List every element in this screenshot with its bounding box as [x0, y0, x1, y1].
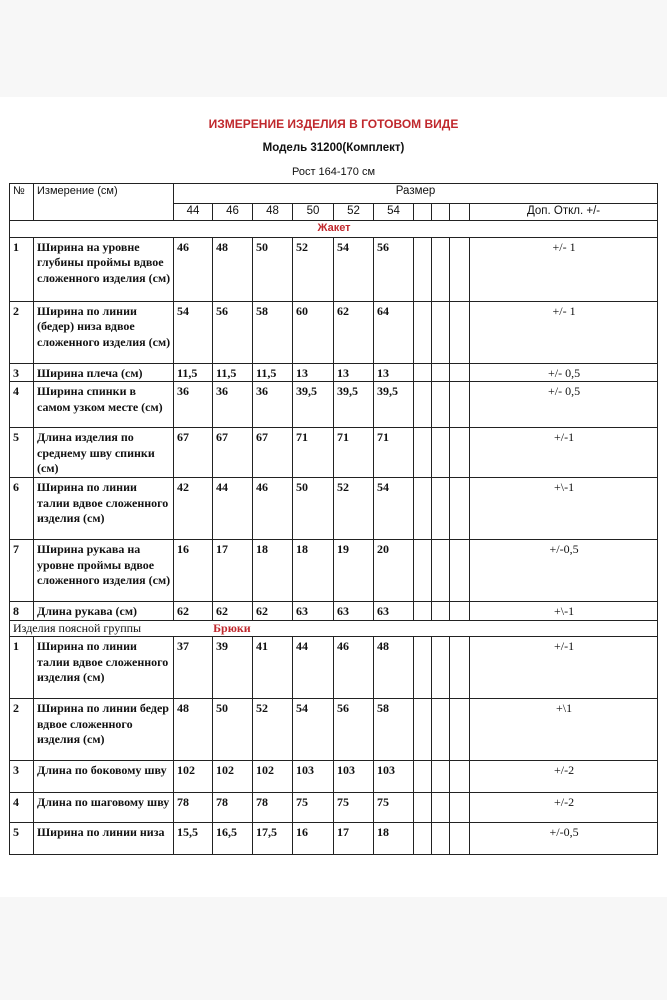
value-cell: 56 — [334, 699, 374, 761]
value-cell: 50 — [293, 477, 334, 539]
row-number: 3 — [10, 761, 34, 793]
empty-cell — [414, 793, 432, 823]
value-cell: 78 — [213, 793, 253, 823]
row-label: Ширина по линии бедер вдвое сложенного изделия (см) — [34, 699, 174, 761]
value-cell: 75 — [374, 793, 414, 823]
header-size: Размер — [174, 184, 658, 204]
table-row — [10, 699, 658, 761]
section-belt-group — [10, 620, 658, 637]
value-cell: 63 — [334, 601, 374, 620]
table-row — [10, 823, 658, 855]
value-cell: 58 — [374, 699, 414, 761]
empty-cell — [450, 301, 470, 363]
value-cell: 54 — [174, 301, 213, 363]
row-label: Длина изделия по среднему шву спинки (см) — [34, 428, 174, 478]
value-cell: 102 — [213, 761, 253, 793]
table-row — [10, 539, 658, 601]
value-cell: 46 — [334, 637, 374, 699]
value-cell: 62 — [334, 301, 374, 363]
row-label: Ширина по линии талии вдвое сложенного изделия (см) — [34, 477, 174, 539]
value-cell: 48 — [174, 699, 213, 761]
size-cell: 46 — [213, 204, 253, 221]
height-label: Рост 164-170 см — [291, 166, 376, 178]
empty-cell — [432, 382, 450, 428]
row-number: 3 — [10, 363, 34, 382]
value-cell: 103 — [334, 761, 374, 793]
table-row — [10, 301, 658, 363]
value-cell: 103 — [374, 761, 414, 793]
section-jacket: Жакет — [10, 221, 658, 238]
tolerance-cell: +/- 1 — [470, 301, 658, 363]
value-cell: 11,5 — [213, 363, 253, 382]
value-cell: 36 — [253, 382, 293, 428]
empty-cell — [432, 793, 450, 823]
tolerance-cell: +/-1 — [470, 637, 658, 699]
value-cell: 44 — [293, 637, 334, 699]
section-row-trousers — [10, 620, 658, 637]
value-cell: 16 — [293, 823, 334, 855]
value-cell: 62 — [213, 601, 253, 620]
value-cell: 41 — [253, 637, 293, 699]
value-cell: 11,5 — [174, 363, 213, 382]
value-cell: 36 — [174, 382, 213, 428]
value-cell: 11,5 — [253, 363, 293, 382]
empty-cell — [432, 301, 450, 363]
value-cell: 39 — [213, 637, 253, 699]
header-num: № — [10, 184, 34, 221]
empty-cell — [414, 761, 432, 793]
value-cell: 75 — [293, 793, 334, 823]
row-number: 1 — [10, 637, 34, 699]
table-row — [10, 601, 658, 620]
empty-cell — [414, 601, 432, 620]
section-row-jacket — [10, 221, 658, 238]
empty-cell — [450, 477, 470, 539]
value-cell: 102 — [253, 761, 293, 793]
value-cell: 18 — [293, 539, 334, 601]
size-cell: 48 — [253, 204, 293, 221]
empty-cell — [414, 699, 432, 761]
section-trousers: Брюки — [213, 620, 251, 635]
value-cell: 67 — [253, 428, 293, 478]
row-label: Ширина по линии низа — [34, 823, 174, 855]
value-cell: 42 — [174, 477, 213, 539]
table-row — [10, 237, 658, 301]
value-cell: 50 — [213, 699, 253, 761]
value-cell: 58 — [253, 301, 293, 363]
empty-cell — [450, 793, 470, 823]
empty-cell — [414, 539, 432, 601]
row-label: Ширина спинки в самом узком месте (см) — [34, 382, 174, 428]
value-cell: 39,5 — [374, 382, 414, 428]
empty-cell — [414, 477, 432, 539]
value-cell: 52 — [253, 699, 293, 761]
empty-cell — [414, 428, 432, 478]
table-row — [10, 428, 658, 478]
empty-cell — [432, 363, 450, 382]
table-row — [10, 793, 658, 823]
value-cell: 78 — [174, 793, 213, 823]
value-cell: 63 — [293, 601, 334, 620]
value-cell: 60 — [293, 301, 334, 363]
empty-cell — [450, 428, 470, 478]
value-cell: 54 — [374, 477, 414, 539]
tolerance-cell: +/- 0,5 — [470, 363, 658, 382]
empty-cell — [450, 237, 470, 301]
value-cell: 18 — [253, 539, 293, 601]
value-cell: 17,5 — [253, 823, 293, 855]
belt-group-label: Изделия поясной группы — [13, 620, 142, 635]
empty-cell — [450, 539, 470, 601]
row-number: 1 — [10, 237, 34, 301]
header-measurement: Измерение (см) — [34, 184, 174, 221]
table-row — [10, 382, 658, 428]
row-number: 7 — [10, 539, 34, 601]
tolerance-cell: +/-0,5 — [470, 823, 658, 855]
value-cell: 44 — [213, 477, 253, 539]
row-label: Длина по боковому шву — [34, 761, 174, 793]
value-cell: 56 — [374, 237, 414, 301]
value-cell: 36 — [213, 382, 253, 428]
value-cell: 17 — [213, 539, 253, 601]
size-cell — [432, 204, 450, 221]
value-cell: 54 — [334, 237, 374, 301]
value-cell: 75 — [334, 793, 374, 823]
value-cell: 52 — [334, 477, 374, 539]
value-cell: 39,5 — [334, 382, 374, 428]
value-cell: 71 — [293, 428, 334, 478]
tolerance-cell: +/- 1 — [470, 237, 658, 301]
row-number: 2 — [10, 699, 34, 761]
value-cell: 67 — [213, 428, 253, 478]
value-cell: 18 — [374, 823, 414, 855]
value-cell: 15,5 — [174, 823, 213, 855]
empty-cell — [450, 363, 470, 382]
value-cell: 20 — [374, 539, 414, 601]
document-title: ИЗМЕРЕНИЕ ИЗДЕЛИЯ В ГОТОВОМ ВИДЕ — [208, 117, 459, 131]
tolerance-cell: +\1 — [470, 699, 658, 761]
size-cell: 50 — [293, 204, 334, 221]
row-number: 6 — [10, 477, 34, 539]
table-row — [10, 761, 658, 793]
size-cell — [450, 204, 470, 221]
value-cell: 16,5 — [213, 823, 253, 855]
header-row — [10, 184, 658, 204]
empty-cell — [450, 823, 470, 855]
table-row — [10, 637, 658, 699]
value-cell: 16 — [174, 539, 213, 601]
empty-cell — [414, 363, 432, 382]
tolerance-cell: +\-1 — [470, 477, 658, 539]
tolerance-cell: +/-1 — [470, 428, 658, 478]
value-cell: 62 — [174, 601, 213, 620]
value-cell: 46 — [174, 237, 213, 301]
size-cell: 52 — [334, 204, 374, 221]
empty-cell — [414, 237, 432, 301]
value-cell: 103 — [293, 761, 334, 793]
empty-cell — [450, 699, 470, 761]
empty-cell — [450, 761, 470, 793]
value-cell: 67 — [174, 428, 213, 478]
tolerance-cell: +/-0,5 — [470, 539, 658, 601]
tolerance-cell: +/-2 — [470, 761, 658, 793]
empty-cell — [432, 237, 450, 301]
empty-cell — [450, 601, 470, 620]
empty-cell — [414, 823, 432, 855]
value-cell: 52 — [293, 237, 334, 301]
header-tolerance: Доп. Откл. +/- — [470, 204, 658, 221]
size-cell — [414, 204, 432, 221]
row-number: 4 — [10, 793, 34, 823]
row-label: Ширина на уровне глубины проймы вдвое сложенного изделия (см) — [34, 237, 174, 301]
value-cell: 50 — [253, 237, 293, 301]
value-cell: 71 — [374, 428, 414, 478]
empty-cell — [414, 637, 432, 699]
tolerance-cell: +/- 0,5 — [470, 382, 658, 428]
empty-cell — [432, 699, 450, 761]
empty-cell — [450, 382, 470, 428]
value-cell: 63 — [374, 601, 414, 620]
value-cell: 48 — [374, 637, 414, 699]
measurement-table — [9, 183, 658, 855]
empty-cell — [432, 823, 450, 855]
value-cell: 71 — [334, 428, 374, 478]
row-number: 5 — [10, 428, 34, 478]
row-label: Ширина по линии (бедер) низа вдвое сложенного изделия (см) — [34, 301, 174, 363]
tolerance-cell: +\-1 — [470, 601, 658, 620]
row-number: 5 — [10, 823, 34, 855]
value-cell: 17 — [334, 823, 374, 855]
value-cell: 13 — [334, 363, 374, 382]
table-row — [10, 363, 658, 382]
empty-cell — [414, 301, 432, 363]
value-cell: 48 — [213, 237, 253, 301]
table-row — [10, 477, 658, 539]
row-number: 2 — [10, 301, 34, 363]
row-number: 4 — [10, 382, 34, 428]
model-label: Модель 31200(Комплект) — [262, 142, 405, 154]
value-cell: 78 — [253, 793, 293, 823]
row-number: 8 — [10, 601, 34, 620]
empty-cell — [432, 539, 450, 601]
empty-cell — [414, 382, 432, 428]
row-label: Ширина по линии талии вдвое сложенного изделия (см) — [34, 637, 174, 699]
value-cell: 39,5 — [293, 382, 334, 428]
tolerance-cell: +/-2 — [470, 793, 658, 823]
row-label: Ширина плеча (см) — [34, 363, 174, 382]
size-cell: 44 — [174, 204, 213, 221]
empty-cell — [432, 637, 450, 699]
empty-cell — [432, 428, 450, 478]
value-cell: 19 — [334, 539, 374, 601]
value-cell: 56 — [213, 301, 253, 363]
empty-cell — [432, 477, 450, 539]
empty-cell — [432, 601, 450, 620]
value-cell: 102 — [174, 761, 213, 793]
size-cell: 54 — [374, 204, 414, 221]
value-cell: 54 — [293, 699, 334, 761]
value-cell: 37 — [174, 637, 213, 699]
row-label: Ширина рукава на уровне проймы вдвое сложенного изделия (см) — [34, 539, 174, 601]
empty-cell — [432, 761, 450, 793]
value-cell: 46 — [253, 477, 293, 539]
row-label: Длина рукава (см) — [34, 601, 174, 620]
value-cell: 13 — [374, 363, 414, 382]
value-cell: 13 — [293, 363, 334, 382]
row-label: Длина по шаговому шву — [34, 793, 174, 823]
value-cell: 62 — [253, 601, 293, 620]
value-cell: 64 — [374, 301, 414, 363]
empty-cell — [450, 637, 470, 699]
